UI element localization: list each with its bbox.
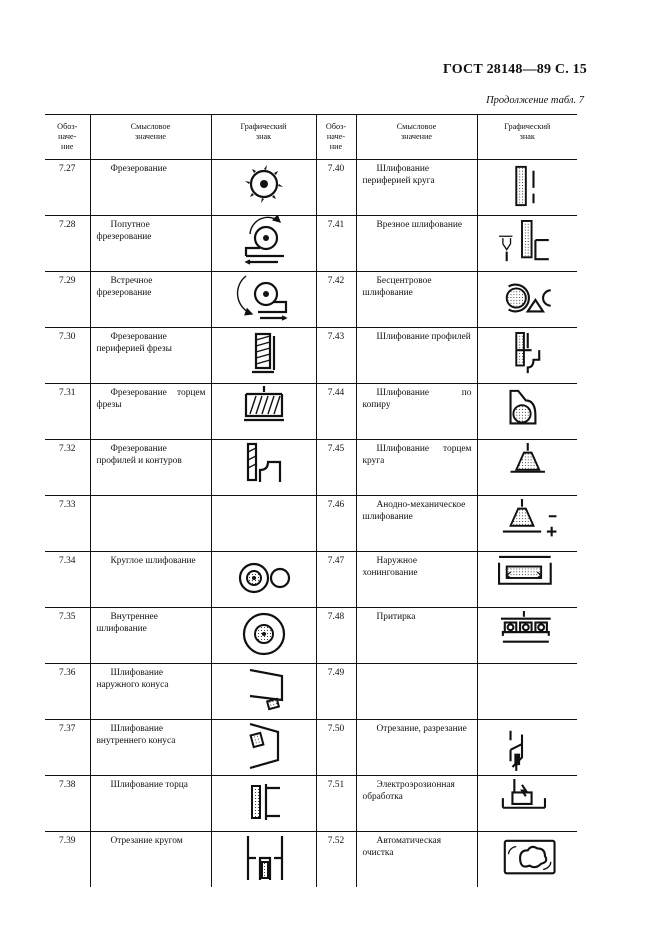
graphic-sign-cell xyxy=(477,552,577,608)
symbol-code: 7.52 xyxy=(316,832,356,888)
peripheral-milling-icon xyxy=(212,328,316,380)
symbol-meaning: Шлифование профилей xyxy=(356,328,477,384)
symbol-meaning: Шлифование внутреннего конуса xyxy=(90,720,211,776)
table-row xyxy=(45,664,577,720)
graphic-sign-cell xyxy=(211,720,316,776)
graphic-sign-cell xyxy=(211,832,316,888)
col-header-code: Обоз- наче- ние xyxy=(45,115,90,160)
symbol-meaning: Электроэрозионная обработка xyxy=(356,776,477,832)
symbol-meaning: Анодно-механическое шлифование xyxy=(356,496,477,552)
internal-cone-grinding-icon xyxy=(212,720,316,772)
symbol-code: 7.36 xyxy=(45,664,90,720)
col-header-code: Обоз- наче- ние xyxy=(316,115,356,160)
graphic-sign-cell xyxy=(211,160,316,216)
table-row xyxy=(45,160,577,216)
symbol-meaning: Отрезание кругом xyxy=(90,832,211,888)
symbol-meaning: Притирка xyxy=(356,608,477,664)
symbol-meaning: Отрезание, разрезание xyxy=(356,720,477,776)
copy-grinding-icon xyxy=(478,384,578,436)
symbol-meaning xyxy=(356,664,477,720)
symbol-code: 7.45 xyxy=(316,440,356,496)
symbol-meaning: Шлифование торцем круга xyxy=(356,440,477,496)
graphic-sign-cell xyxy=(477,496,577,552)
symbol-meaning: Автоматическая очистка xyxy=(356,832,477,888)
symbol-code: 7.43 xyxy=(316,328,356,384)
symbol-code: 7.44 xyxy=(316,384,356,440)
graphic-sign-cell xyxy=(477,720,577,776)
graphic-sign-cell xyxy=(211,608,316,664)
plunge-grinding-icon xyxy=(478,216,578,268)
symbol-code: 7.34 xyxy=(45,552,90,608)
cylindrical-grinding-icon xyxy=(212,552,316,604)
graphic-sign-cell xyxy=(211,272,316,328)
symbol-meaning: Фрезерование периферией фрезы xyxy=(90,328,211,384)
graphic-sign-cell xyxy=(477,776,577,832)
graphic-sign-cell xyxy=(477,832,577,888)
symbol-meaning: Фрезерование профилей и контуров xyxy=(90,440,211,496)
symbol-meaning: Шлифование торца xyxy=(90,776,211,832)
edm-icon xyxy=(478,776,578,828)
graphic-sign-cell xyxy=(211,328,316,384)
table-row xyxy=(45,272,577,328)
symbol-code: 7.51 xyxy=(316,776,356,832)
symbol-code: 7.50 xyxy=(316,720,356,776)
symbol-code: 7.29 xyxy=(45,272,90,328)
climb-milling-icon xyxy=(212,216,316,268)
table-continuation-label: Продолжение табл. 7 xyxy=(486,95,584,106)
symbol-code: 7.46 xyxy=(316,496,356,552)
face-milling-icon xyxy=(212,384,316,436)
table-row xyxy=(45,496,577,552)
graphic-sign-cell xyxy=(211,496,316,552)
symbol-code: 7.30 xyxy=(45,328,90,384)
symbol-code: 7.38 xyxy=(45,776,90,832)
graphic-sign-cell xyxy=(477,216,577,272)
graphic-sign-cell xyxy=(211,384,316,440)
table-row xyxy=(45,328,577,384)
symbol-meaning: Попутное фрезерование xyxy=(90,216,211,272)
symbol-code: 7.41 xyxy=(316,216,356,272)
table-row xyxy=(45,608,577,664)
symbol-meaning: Внутреннее шлифование xyxy=(90,608,211,664)
symbol-meaning: Шлифование по копиру xyxy=(356,384,477,440)
table-row xyxy=(45,552,577,608)
graphic-sign-cell xyxy=(477,608,577,664)
table-header-row xyxy=(45,115,577,160)
symbol-meaning: Шлифование периферией круга xyxy=(356,160,477,216)
symbols-table xyxy=(45,114,577,887)
symbol-code: 7.48 xyxy=(316,608,356,664)
table-row xyxy=(45,832,577,888)
automatic-cleaning-icon xyxy=(478,832,578,884)
symbol-code: 7.37 xyxy=(45,720,90,776)
symbol-meaning: Врезное шлифование xyxy=(356,216,477,272)
conventional-milling-icon xyxy=(212,272,316,324)
graphic-sign-cell xyxy=(477,440,577,496)
symbol-meaning: Шлифование наружного конуса xyxy=(90,664,211,720)
document-reference: ГОСТ 28148—89 С. 15 xyxy=(443,62,587,77)
table-row xyxy=(45,776,577,832)
graphic-sign-cell xyxy=(477,160,577,216)
face-grinding-icon xyxy=(478,440,578,492)
graphic-sign-cell xyxy=(477,328,577,384)
graphic-sign-cell xyxy=(477,664,577,720)
graphic-sign-cell xyxy=(211,552,316,608)
cutting-off-icon xyxy=(478,720,578,772)
col-header-meaning: Смысловое значение xyxy=(90,115,211,160)
symbol-meaning: Круглое шлифование xyxy=(90,552,211,608)
symbol-meaning: Наружное хонингование xyxy=(356,552,477,608)
symbol-meaning: Бесцентровое шлифование xyxy=(356,272,477,328)
end-grinding-icon xyxy=(212,776,316,828)
col-header-meaning: Смысловое значение xyxy=(356,115,477,160)
table-row xyxy=(45,720,577,776)
col-header-sign: Графический знак xyxy=(477,115,577,160)
graphic-sign-cell xyxy=(211,776,316,832)
symbol-code: 7.47 xyxy=(316,552,356,608)
graphic-sign-cell xyxy=(211,664,316,720)
honing-icon xyxy=(478,552,578,604)
symbol-meaning xyxy=(90,496,211,552)
col-header-sign: Графический знак xyxy=(211,115,316,160)
peripheral-grinding-icon xyxy=(478,160,578,212)
profile-grinding-icon xyxy=(478,328,578,380)
symbol-code: 7.49 xyxy=(316,664,356,720)
symbol-code: 7.39 xyxy=(45,832,90,888)
symbol-code: 7.42 xyxy=(316,272,356,328)
symbol-code: 7.28 xyxy=(45,216,90,272)
centerless-grinding-icon xyxy=(478,272,578,324)
graphic-sign-cell xyxy=(477,384,577,440)
symbol-code: 7.33 xyxy=(45,496,90,552)
symbol-meaning: Фрезерование xyxy=(90,160,211,216)
symbol-meaning: Фрезерование торцем фрезы xyxy=(90,384,211,440)
symbol-code: 7.40 xyxy=(316,160,356,216)
symbol-code: 7.32 xyxy=(45,440,90,496)
lapping-icon xyxy=(478,608,578,660)
milling-cutter-icon xyxy=(212,160,316,212)
table-row xyxy=(45,216,577,272)
graphic-sign-cell xyxy=(211,216,316,272)
table-row xyxy=(45,384,577,440)
graphic-sign-cell xyxy=(477,272,577,328)
anodic-grinding-icon xyxy=(478,496,578,548)
profile-milling-icon xyxy=(212,440,316,492)
table-row xyxy=(45,440,577,496)
external-cone-grinding-icon xyxy=(212,664,316,716)
symbol-code: 7.31 xyxy=(45,384,90,440)
symbol-code: 7.35 xyxy=(45,608,90,664)
symbol-meaning: Встречное фрезерование xyxy=(90,272,211,328)
symbol-code: 7.27 xyxy=(45,160,90,216)
internal-grinding-icon xyxy=(212,608,316,660)
abrasive-cutoff-icon xyxy=(212,832,316,884)
graphic-sign-cell xyxy=(211,440,316,496)
